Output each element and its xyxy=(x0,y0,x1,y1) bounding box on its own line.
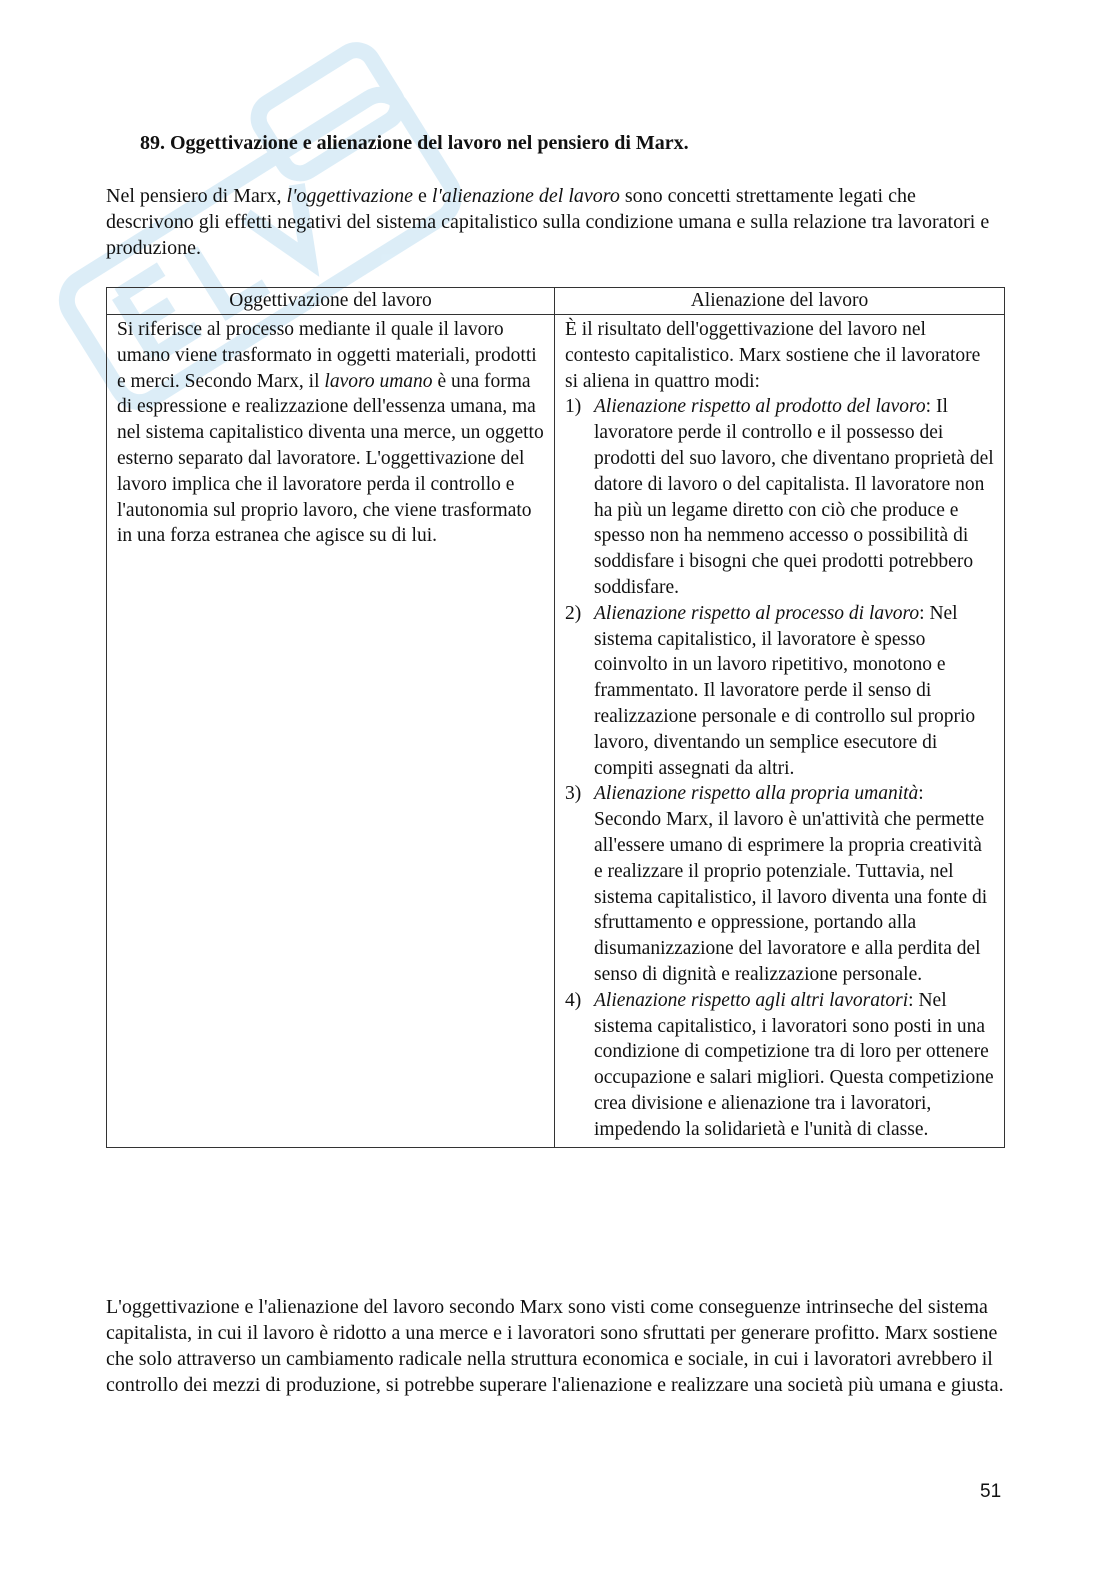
list-item-number: 2) xyxy=(565,602,582,624)
alienazione-intro: È il risultato dell'oggettivazione del lavoro nel contesto capitalistico. Marx sostiene che il lavoratore si aliena in quattro modi: xyxy=(565,319,981,392)
oggettivazione-text-1: Si riferisce al processo mediante il quale il lavoro umano viene trasformato in oggetti materiali, prodotti e merci. Secondo Marx, il xyxy=(117,319,537,392)
list-item-text: : Nel sistema capitalistico, il lavoratore è spesso coinvolto in un lavoro ripetitivo, monotono e frammentato. Il lavoratore perde il senso di realizzazione personale e di controllo sul proprio lavoro, diventando un semplice esecutore di compiti assegnati da altri. xyxy=(594,602,976,779)
list-item-heading: Alienazione rispetto al prodotto del lavoro xyxy=(594,396,926,418)
alienation-modes-list xyxy=(565,394,994,1142)
list-item-text: : Nel sistema capitalistico, i lavoratori sono posti in una condizione di competizione tra di loro per ottenere occupazione e salari migliori. Questa competizione crea divisione e alienazione tra i lavoratori, impedendo la solidarietà e l'unità di classe. xyxy=(594,989,994,1140)
page-number: 51 xyxy=(980,1481,1002,1502)
comparison-table xyxy=(106,287,1005,1148)
conclusion-paragraph: L'oggettivazione e l'alienazione del lavoro secondo Marx sono visti come conseguenze intrinseche del sistema capitalista, in cui il lavoro è ridotto a una merce e i lavoratori sono sfruttati per generare profitto. Marx sostiene che solo attraverso un cambiamento radicale nella struttura economica e sociale, in cui i lavoratori avrebbero il controllo dei mezzi di produzione, si potrebbe superare l'alienazione e realizzare una società più umana e giusta. xyxy=(106,1296,1004,1396)
list-item xyxy=(565,394,994,600)
list-item-heading: Alienazione rispetto al processo di lavoro xyxy=(594,602,920,624)
table-header-row xyxy=(107,288,1005,315)
cell-oggettivazione xyxy=(107,315,555,1148)
list-item-heading: Alienazione rispetto agli altri lavoratori xyxy=(594,989,909,1011)
list-item-text: : Il lavoratore perde il controllo e il possesso dei prodotti del suo lavoro, che diventano proprietà del datore di lavoro o del capitalista. Il lavoratore non ha più un legame diretto con ciò che produce e spesso non ha nemmeno accesso o possibilità di soddisfare i bisogni che quei prodotti potrebbero soddisfare. xyxy=(594,396,994,598)
section-title: 89. Oggettivazione e alienazione del lavoro nel pensiero di Marx. xyxy=(140,132,689,154)
list-item-number: 4) xyxy=(565,989,582,1011)
intro-text-3: sono concetti strettamente legati che descrivono gli effetti negativi del sistema capitalistico sulla condizione umana e sulla relazione tra lavoratori e produzione. xyxy=(106,185,990,259)
list-item-number: 1) xyxy=(565,396,582,418)
table-row xyxy=(107,315,1005,1148)
cell-alienazione xyxy=(555,315,1005,1148)
oggettivazione-text-2: è una forma di espressione e realizzazione dell'essenza umana, ma nel sistema capitalistico diventa una merce, un oggetto esterno separato dal lavoratore. L'oggettivazione del lavoro implica che il lavoratore perda il controllo e l'autonomia sul proprio lavoro, che viene trasformato in una forza estranea che agisce su di lui. xyxy=(117,370,544,547)
list-item-text: : Secondo Marx, il lavoro è un'attività che permette all'essere umano di esprimere la propria creatività e realizzare il proprio potenziale. Tuttavia, nel sistema capitalistico, il lavoro diventa una fonte di sfruttamento e oppressione, portando alla disumanizzazione del lavoratore e alla perdita del senso di dignità e realizzazione personale. xyxy=(594,783,988,985)
intro-paragraph xyxy=(106,183,1006,261)
list-item-heading: Alienazione rispetto alla propria umanità xyxy=(594,783,919,805)
header-alienazione: Alienazione del lavoro xyxy=(555,288,1005,315)
intro-text-1: Nel pensiero di Marx, xyxy=(106,185,287,207)
list-item xyxy=(565,781,994,987)
intro-text-2: e xyxy=(413,185,432,207)
oggettivazione-term: lavoro umano xyxy=(324,370,433,392)
intro-term-alienazione: l'alienazione del lavoro xyxy=(431,185,620,207)
list-item xyxy=(565,601,994,782)
oggettivazione-text xyxy=(117,317,544,549)
intro-term-oggettivazione: l'oggettivazione xyxy=(286,185,413,207)
list-item-number: 3) xyxy=(565,783,582,805)
header-oggettivazione: Oggettivazione del lavoro xyxy=(107,288,555,315)
list-item xyxy=(565,988,994,1143)
